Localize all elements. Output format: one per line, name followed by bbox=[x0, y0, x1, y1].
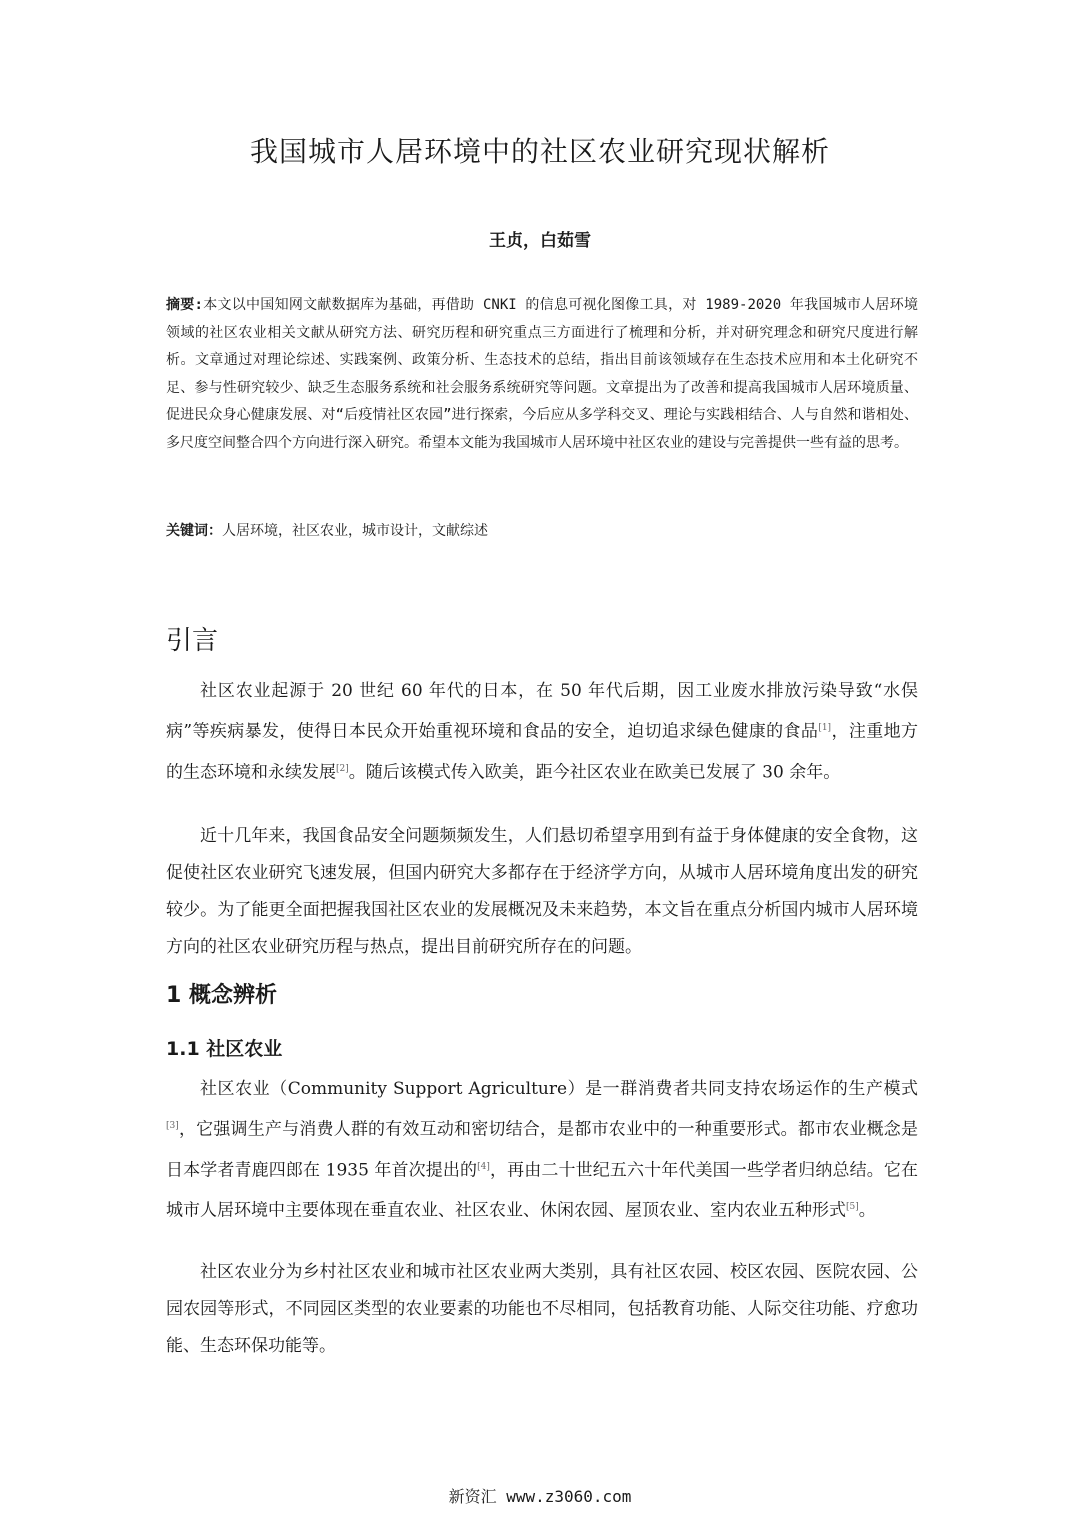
intro-p1-part-a: 社区农业起源于 20 世纪 60 年代的日本，在 50 年代后期，因工业废水排放污染导致“水俣病”等疾病暴发，使得日本民众开始重视环境和食品的安全，迫切追求绿色健康的食品 bbox=[166, 681, 918, 742]
citation-1[interactable]: [1] bbox=[818, 723, 832, 733]
keywords-label: 关键词： bbox=[166, 523, 222, 539]
author-list: 王贞，白茹雪 bbox=[489, 231, 591, 251]
footer-watermark: 新资汇 www.z3060.com bbox=[448, 1487, 632, 1506]
paper-title: 我国城市人居环境中的社区农业研究现状解析 bbox=[249, 135, 830, 168]
section-1-1-heading: 1.1 社区农业 bbox=[166, 1038, 283, 1060]
citation-5[interactable]: [5] bbox=[846, 1202, 859, 1213]
abstract bbox=[166, 292, 918, 457]
intro-p1-part-b: ，注重地方的生态环境和永续发展 bbox=[166, 721, 918, 783]
s11-p1-part-a: 社区农业（Community Support Agriculture）是一群消费者共同支持农场运作的生产模式 bbox=[200, 1079, 918, 1099]
s11-p1-part-c: ，再由二十世纪五六十年代美国一些学者归纳总结。它在城市人居环境中主要体现在垂直农业、社区农业、休闲农园、屋顶农业、室内农业五种形式 bbox=[166, 1160, 918, 1221]
s11-p1-part-b: ，它强调生产与消费人群的有效互动和密切结合，是都市农业中的一种重要形式。都市农业概念是日本学者青鹿四郎在 1935 年首次提出的 bbox=[166, 1119, 918, 1181]
intro-paragraph-1 bbox=[166, 673, 918, 791]
intro-paragraph-2: 近十几年来，我国食品安全问题频频发生，人们悬切希望享用到有益于身体健康的安全食物，这促使社区农业研究飞速发展，但国内研究大多都存在于经济学方向，从城市人居环境角度出发的研究较少。为了能更全面把握我国社区农业的发展概况及未来趋势，本文旨在重点分析国内城市人居环境方向的社区农业研究历程与热点，提出目前研究所存在的问题。 bbox=[166, 826, 918, 957]
s11-p1-part-d: 。 bbox=[858, 1200, 876, 1221]
abstract-text: 本文以中国知网文献数据库为基础，再借助 CNKI 的信息可视化图像工具，对 1989-2020 年我国城市人居环境领域的社区农业相关文献从研究方法、研究历程和研究重点三方面进行了梳理和分析，并对研究理念和研究尺度进行解析。文章通过对理论综述、实践案例、政策分析、生态技术的总结，指出目前该领域存在生态技术应用和本土化研究不足、参与性研究较少、缺乏生态服务系统和社会服务系统研究等问题。文章提出为了改善和提高我国城市人居环境质量、促进民众身心健康发展、对“后疫情社区农园”进行探索，今后应从多学科交叉、理论与实践相结合、人与自然和谐相处、多尺度空间整合四个方向进行深入研究。希望本文能为我国城市人居环境中社区农业的建设与完善提供一些有益的思考。 bbox=[166, 297, 918, 451]
intro-heading: 引言 bbox=[166, 626, 219, 656]
keywords bbox=[166, 518, 918, 545]
section-1-1-paragraph-2: 社区农业分为乡村社区农业和城市社区农业两大类别，具有社区农园、校区农园、医院农园、公园农园等形式，不同园区类型的农业要素的功能也不尽相同，包括教育功能、人际交往功能、疗愈功能、生态环保功能等。 bbox=[166, 1262, 918, 1356]
citation-3[interactable]: [3] bbox=[166, 1121, 179, 1131]
abstract-label: 摘要: bbox=[166, 297, 203, 313]
section-1-1-paragraph-1 bbox=[166, 1071, 918, 1230]
intro-p1-part-c: 。随后该模式传入欧美，距今社区农业在欧美已发展了 30 余年。 bbox=[348, 762, 841, 783]
section-1-heading: 1 概念辨析 bbox=[166, 983, 277, 1008]
citation-4[interactable]: [4] bbox=[477, 1161, 490, 1172]
keywords-text: 人居环境，社区农业，城市设计，文献综述 bbox=[222, 523, 488, 539]
citation-2[interactable]: [2] bbox=[336, 763, 349, 774]
